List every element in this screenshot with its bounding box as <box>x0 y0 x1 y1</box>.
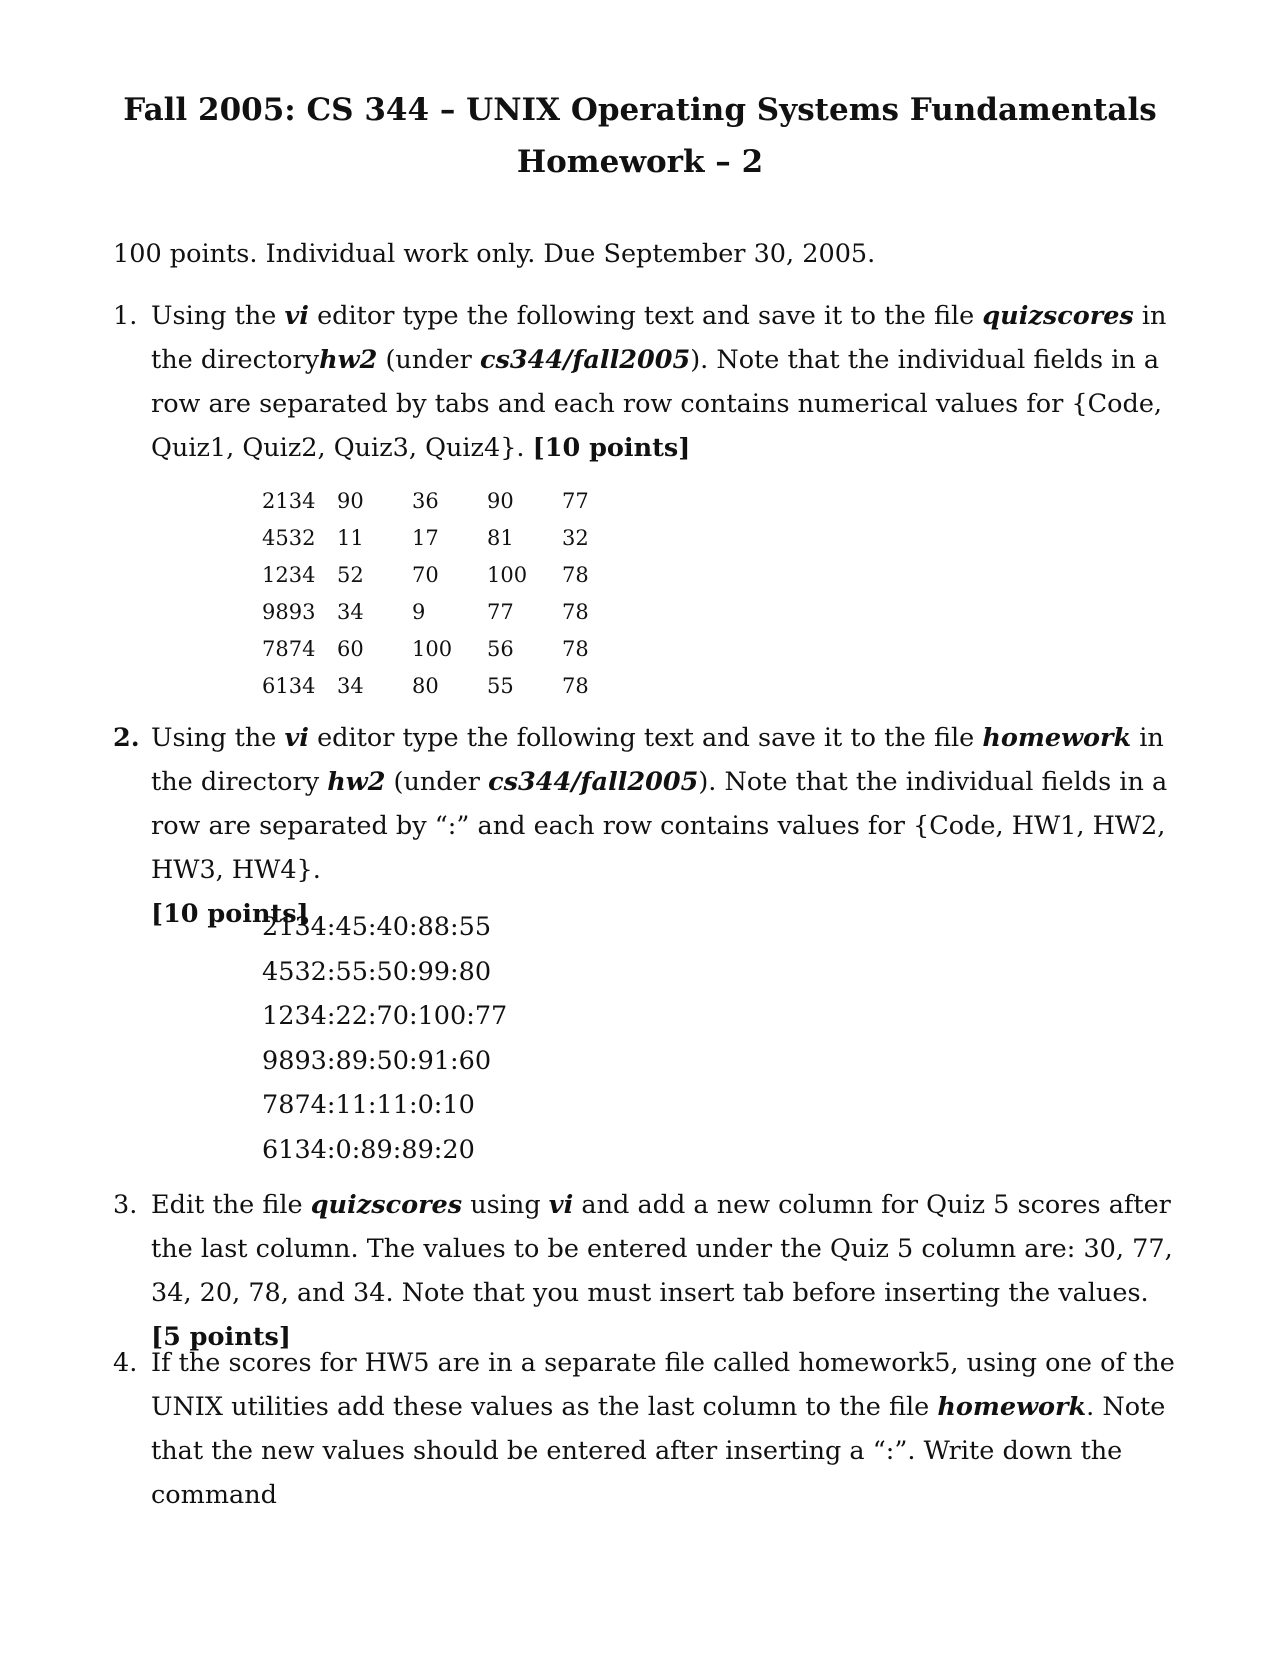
question-text: If the scores for HW5 are in a separate file called homework5, using one of the UNIX utilities add these values as the last column to the file homework. Note that the new values should be entered after inserting a “:”. Write down the command <box>151 1348 1175 1510</box>
question-3 <box>113 1183 1183 1359</box>
question-2 <box>113 716 1183 936</box>
question-4 <box>113 1341 1183 1517</box>
list-item: 4532:55:50:99:80 <box>262 956 492 987</box>
list-item: 7874:11:11:0:10 <box>262 1090 475 1120</box>
table-row: 2134 90 36 90 77 <box>262 488 589 513</box>
question-number: 2. <box>113 723 140 753</box>
page-subtitle: Homework – 2 <box>516 144 764 180</box>
list-item: 2134:45:40:88:55 <box>262 912 492 942</box>
question-1 <box>113 294 1183 470</box>
table-row: 9893 34 9 77 78 <box>262 599 589 624</box>
table-row: 7874 60 100 56 78 <box>262 636 589 661</box>
homework-file-lines <box>262 905 507 1172</box>
intro-text: 100 points. Individual work only. Due September 30, 2005. <box>113 239 876 269</box>
question-number: 4. <box>113 1348 138 1378</box>
question-number: 1. <box>113 301 138 331</box>
question-text: Edit the file quizscores using vi and add a new column for Quiz 5 scores after the last column. The values to be entered under the Quiz 5 column are: 30, 77, 34, 20, 78, and 34. Note that you must insert tab before inserting the values. [5 points] <box>151 1190 1173 1352</box>
page-title: Fall 2005: CS 344 – UNIX Operating Systems Fundamentals <box>123 92 1157 128</box>
question-text: Using the vi editor type the following text and save it to the file homework in the directory hw2 (under cs344/fall2005). Note that the individual fields in a row are separated by “:” and each row contains values for {Code, HW1, HW2, HW3, HW4}. [10 points] <box>151 723 1168 929</box>
question-text: Using the vi editor type the following text and save it to the file quizscores in the directoryhw2 (under cs344/fall2005). Note that the individual fields in a row are separated by tabs and each row contains numerical values for {Code, Quiz1, Quiz2, Quiz3, Quiz4}. [10 points] <box>151 301 1167 463</box>
quizscores-table <box>262 482 622 704</box>
table-row: 4532 11 17 81 32 <box>262 525 589 550</box>
table-row: 1234 52 70 100 78 <box>262 562 589 587</box>
list-item: 6134:0:89:89:20 <box>262 1134 475 1165</box>
question-number: 3. <box>113 1190 138 1220</box>
list-item: 9893:89:50:91:60 <box>262 1045 492 1076</box>
table-row: 6134 34 80 55 78 <box>262 673 589 698</box>
list-item: 1234:22:70:100:77 <box>262 1001 508 1031</box>
